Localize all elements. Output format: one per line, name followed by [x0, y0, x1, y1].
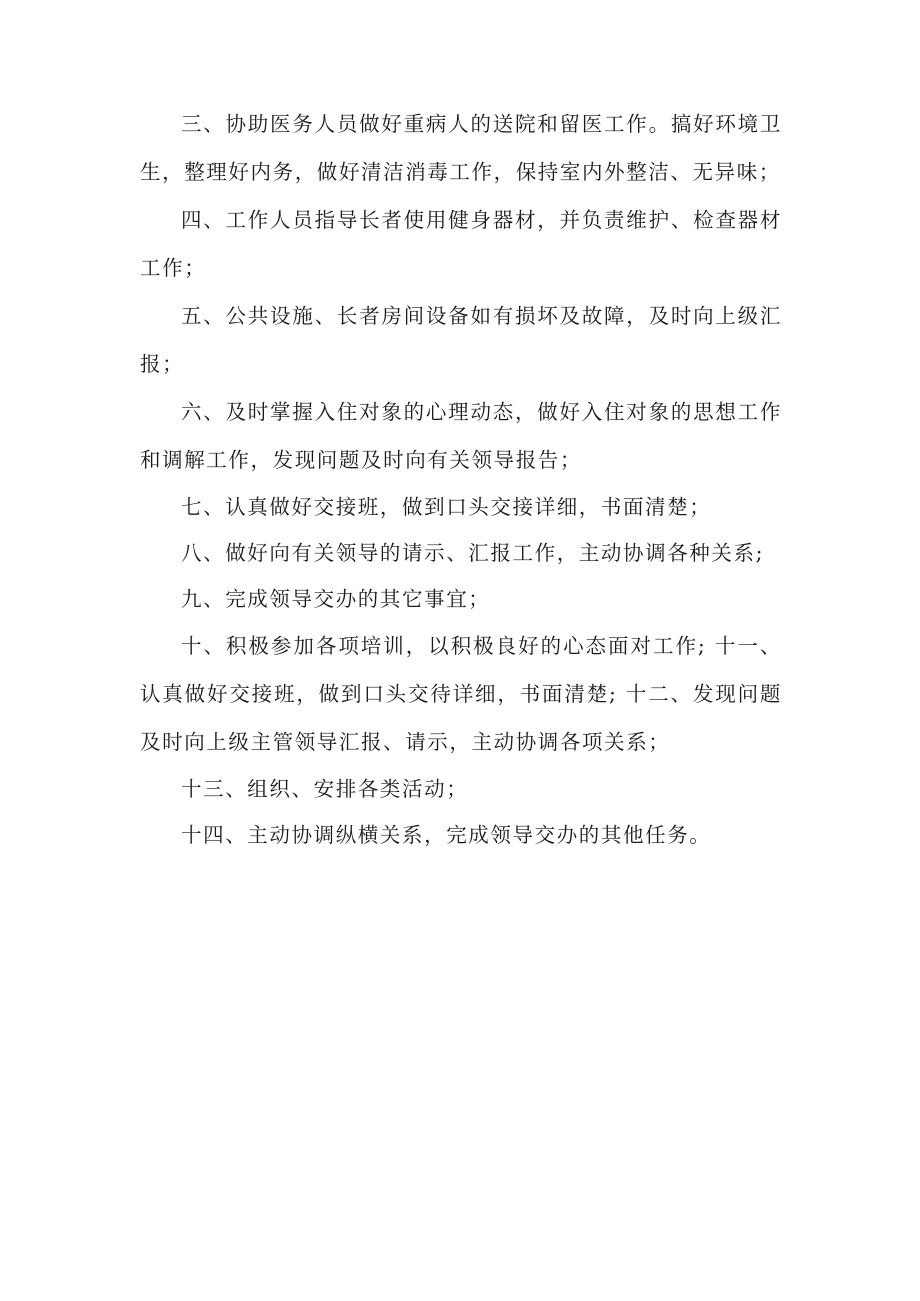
paragraph-6: 六、及时掌握入住对象的心理动态，做好入住对象的思想工作和调解工作，发现问题及时向有关领导报告； — [140, 400, 782, 472]
paragraph-8: 八、做好向有关领导的请示、汇报工作，主动协调各种关系; — [181, 541, 765, 565]
paragraph-14: 十四、主动协调纵横关系，完成领导交办的其他任务。 — [181, 823, 712, 847]
paragraph-9: 九、完成领导交办的其它事宜； — [181, 587, 491, 611]
paragraph-7: 七、认真做好交接班，做到口头交接详细，书面清楚； — [181, 495, 712, 519]
paragraph-5: 五、公共设施、长者房间设备如有损坏及故障，及时向上级汇报； — [140, 304, 782, 376]
paragraph-4: 四、工作人员指导长者使用健身器材，并负责维护、检查器材工作； — [140, 208, 782, 280]
document-page — [140, 100, 782, 858]
paragraph-3: 三、协助医务人员做好重病人的送院和留医工作。搞好环境卫生，整理好内务，做好清洁消毒工作，保持室内外整洁、无异味； — [140, 112, 782, 184]
paragraph-13: 十三、组织、安排各类活动； — [181, 777, 469, 801]
paragraph-10-12: 十、积极参加各项培训，以积极良好的心态面对工作; 十一、认真做好交接班，做到口头交待详细，书面清楚; 十二、发现问题及时向上级主管领导汇报、请示，主动协调各项关系； — [140, 634, 782, 754]
